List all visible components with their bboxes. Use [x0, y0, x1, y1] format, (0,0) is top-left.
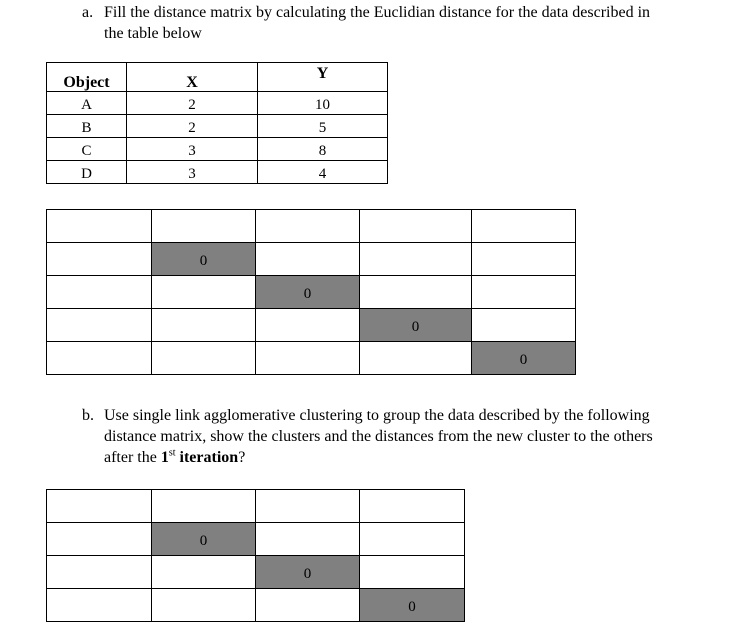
cell-x: 2: [127, 115, 258, 138]
iteration-ordinal-suffix: st: [168, 447, 176, 459]
line-3-suffix: ?: [238, 449, 246, 466]
matrix-cell[interactable]: [360, 210, 472, 243]
matrix-cell[interactable]: [152, 556, 256, 589]
table-header-row: [47, 63, 388, 92]
cell-y: 5: [258, 115, 388, 138]
matrix-cell[interactable]: [152, 309, 256, 342]
question-b-line-2: distance matrix, show the clusters and the distances from the new cluster to the others: [104, 428, 653, 445]
header-object: Object: [47, 63, 127, 92]
table-row: [47, 161, 388, 184]
matrix-row: [47, 556, 465, 589]
iteration-number: 1: [160, 449, 169, 466]
matrix-diagonal-cell: 0: [360, 589, 465, 622]
question-b-line-1: Use single link agglomerative clustering to group the data described by the following: [104, 407, 650, 424]
matrix-cell[interactable]: [47, 556, 152, 589]
matrix-cell[interactable]: [256, 523, 360, 556]
matrix-cell[interactable]: [472, 276, 576, 309]
cell-y: 4: [258, 161, 388, 184]
matrix-cell[interactable]: [256, 309, 360, 342]
matrix-row: [47, 309, 576, 342]
matrix-cell[interactable]: [472, 210, 576, 243]
matrix-cell[interactable]: [47, 589, 152, 622]
matrix-cell[interactable]: [472, 309, 576, 342]
matrix-cell[interactable]: [256, 210, 360, 243]
question-a-label: a.: [82, 4, 94, 21]
matrix-cell[interactable]: [360, 490, 465, 523]
matrix-cell[interactable]: [360, 523, 465, 556]
matrix-cell[interactable]: [47, 342, 152, 375]
matrix-cell[interactable]: [256, 243, 360, 276]
matrix-diagonal-cell: 0: [256, 276, 360, 309]
header-y: Y: [258, 63, 388, 92]
matrix-cell[interactable]: [360, 243, 472, 276]
data-table: [46, 62, 388, 184]
matrix-cell[interactable]: [47, 490, 152, 523]
cell-object: D: [47, 161, 127, 184]
matrix-row: [47, 210, 576, 243]
matrix-cell[interactable]: [47, 276, 152, 309]
matrix-row: [47, 523, 465, 556]
matrix-cell[interactable]: [152, 210, 256, 243]
iteration-word: iteration: [175, 449, 239, 466]
matrix-cell[interactable]: [152, 276, 256, 309]
matrix-cell[interactable]: [360, 276, 472, 309]
matrix-row: [47, 243, 576, 276]
matrix-cell[interactable]: [47, 243, 152, 276]
header-x: X: [127, 63, 258, 92]
matrix-diagonal-cell: 0: [152, 523, 256, 556]
question-b-text: [104, 405, 734, 468]
cell-y: 8: [258, 138, 388, 161]
table-row: [47, 138, 388, 161]
matrix-row: [47, 589, 465, 622]
question-a-text: [104, 2, 734, 44]
cell-x: 3: [127, 161, 258, 184]
cell-object: B: [47, 115, 127, 138]
question-b-line-3: [104, 447, 734, 468]
cell-object: A: [47, 92, 127, 115]
line-3-prefix: after the: [104, 449, 161, 466]
matrix-cell[interactable]: [152, 342, 256, 375]
matrix-diagonal-cell: 0: [360, 309, 472, 342]
distance-matrix-b: [46, 489, 465, 622]
matrix-diagonal-cell: 0: [256, 556, 360, 589]
cell-x: 2: [127, 92, 258, 115]
question-a-line-1: Fill the distance matrix by calculating the Euclidian distance for the data described in: [104, 4, 651, 21]
cell-x: 3: [127, 138, 258, 161]
question-b-label: b.: [82, 407, 94, 424]
table-row: [47, 115, 388, 138]
cell-y: 10: [258, 92, 388, 115]
matrix-cell[interactable]: [47, 309, 152, 342]
matrix-cell[interactable]: [360, 556, 465, 589]
distance-matrix-a: [46, 209, 576, 375]
matrix-row: [47, 342, 576, 375]
matrix-diagonal-cell: 0: [152, 243, 256, 276]
matrix-cell[interactable]: [47, 523, 152, 556]
matrix-row: [47, 276, 576, 309]
matrix-cell[interactable]: [472, 243, 576, 276]
cell-object: C: [47, 138, 127, 161]
matrix-cell[interactable]: [256, 342, 360, 375]
question-a-line-2: the table below: [104, 25, 202, 42]
matrix-cell[interactable]: [152, 490, 256, 523]
matrix-cell[interactable]: [47, 210, 152, 243]
matrix-cell[interactable]: [360, 342, 472, 375]
matrix-row: [47, 490, 465, 523]
matrix-cell[interactable]: [152, 589, 256, 622]
matrix-cell[interactable]: [256, 589, 360, 622]
matrix-cell[interactable]: [256, 490, 360, 523]
table-row: [47, 92, 388, 115]
matrix-diagonal-cell: 0: [472, 342, 576, 375]
